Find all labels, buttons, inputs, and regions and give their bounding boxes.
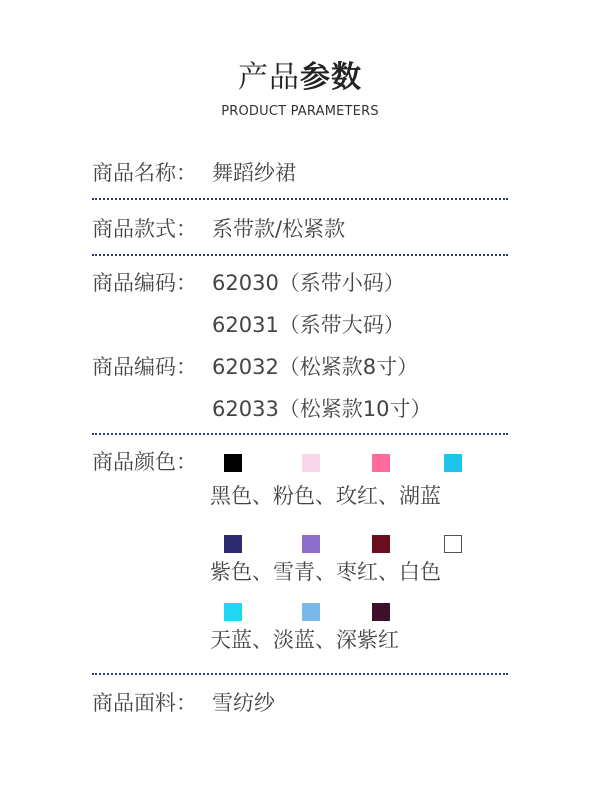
divider-codes: [92, 433, 508, 435]
rose-red-color-swatch: [372, 454, 390, 472]
color-group-1-text: 黑色、粉色、玫红、湖蓝: [210, 484, 441, 508]
white-color-swatch: [444, 535, 462, 553]
page-title: [0, 58, 600, 98]
black-color-swatch: [224, 454, 242, 472]
product-style-value: 系带款/松紧款: [212, 217, 346, 241]
product-code-value-3: 62032（松紧款8寸）: [212, 355, 419, 379]
product-code-value-1: 62030（系带小码）: [212, 271, 405, 295]
divider-style: [92, 254, 508, 256]
light-blue-color-swatch: [302, 603, 320, 621]
lilac-color-swatch: [302, 535, 320, 553]
sky-blue-color-swatch: [224, 603, 242, 621]
title-bold-part: 参数: [300, 60, 362, 95]
product-color-label: 商品颜色：: [92, 450, 197, 474]
product-name-label: 商品名称：: [92, 161, 197, 185]
product-code-label-2: 商品编码：: [92, 355, 197, 379]
jujube-red-color-swatch: [372, 535, 390, 553]
product-code-label-1: 商品编码：: [92, 271, 197, 295]
page-header: [0, 58, 600, 120]
pink-color-swatch: [302, 454, 320, 472]
color-group-3-text: 天蓝、淡蓝、深紫红: [210, 628, 399, 652]
product-fabric-value: 雪纺纱: [212, 691, 275, 715]
product-name-value: 舞蹈纱裙: [212, 161, 296, 185]
product-fabric-label: 商品面料：: [92, 691, 197, 715]
deep-purple-red-color-swatch: [372, 603, 390, 621]
color-group-2-text: 紫色、雪青、枣红、白色: [210, 560, 441, 584]
divider-name: [92, 198, 508, 200]
product-style-label: 商品款式：: [92, 217, 197, 241]
product-code-value-4: 62033（松紧款10寸）: [212, 397, 432, 421]
title-light-part: 产品: [238, 60, 300, 95]
page-subtitle: PRODUCT PARAMETERS: [221, 104, 379, 119]
product-code-value-2: 62031（系带大码）: [212, 313, 405, 337]
purple-color-swatch: [224, 535, 242, 553]
lake-blue-color-swatch: [444, 454, 462, 472]
divider-colors: [92, 673, 508, 675]
